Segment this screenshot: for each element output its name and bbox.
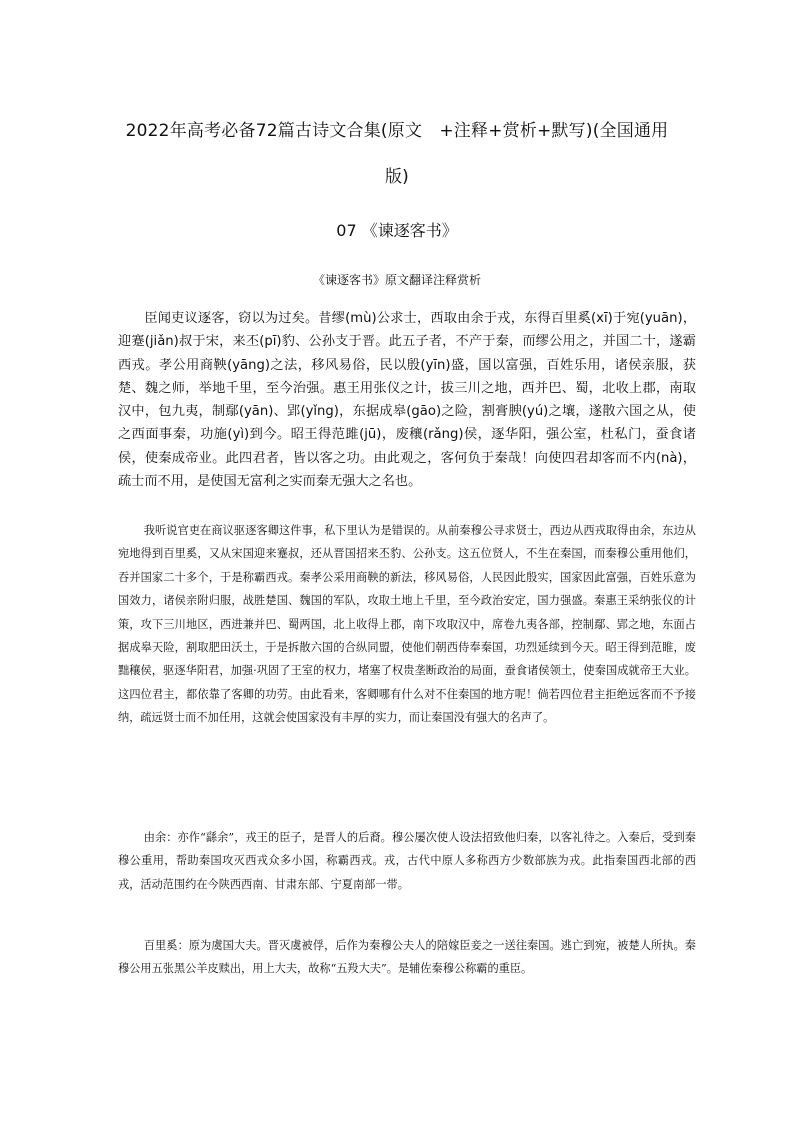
note-bailixi: 百里奚：原为虞国大夫。晋灭虞被俘，后作为秦穆公夫人的陪嫁臣妾之一送往秦国。逃亡到宛，被楚人所执。秦穆公用五张黑公羊皮赎出，用上大夫，故称“五羖大夫”。是辅佐秦穆公称霸的重臣。 [118,939,696,976]
note-youyu: 由余：亦作“繇余”，戎王的臣子，是晋人的后裔。穆公屡次使人设法招致他归秦，以客礼待之。入秦后，受到秦穆公重用，帮助秦国攻灭西戎众多小国，称霸西戎。戎，古代中原人多称西方少数部族为戎。此指秦国西北部的西戎，活动范围约在今陕西西南、甘肃东部、宁夏南部一带。 [118,831,696,891]
document-title: 2022年高考必备72篇古诗文合集(原文 +注释+赏析+默写)(全国通用 [125,121,669,141]
translation-paragraph: 我听说官吏在商议驱逐客卿这件事，私下里认为是错误的。从前秦穆公寻求贤士，西边从西戎取得由余，东边从宛地得到百里奚，又从宋国迎来蹇叔，还从晋国招来丕豹、公孙支。这五位贤人，不生在秦国，而秦穆公重用他们，吞并国家二十多个，于是称霸西戎。秦孝公采用商鞅的新法，移风易俗，人民因此殷实，国家因此富强，百姓乐意为国效力，诸侯亲附归服，战胜楚国、魏国的军队，攻取土地上千里，至今政治安定，国力强盛。秦惠王采纳张仪的计策，攻下三川地区，西进兼并巴、蜀两国，北上收得上郡，南下攻取汉中，席卷九夷各部，控制鄢、郢之地，东面占据成皋天险，割取肥田沃土，于是拆散六国的合纵同盟，使他们朝西侍奉秦国，功烈延续到今天。昭王得到范睢，废黜穰侯，驱逐华阳君，加强·巩固了王室的权力，堵塞了权贵垄断政治的局面，蚕食诸侯领土，使秦国成就帝王大业。这四位君主，都依靠了客卿的功劳。由此看来，客卿哪有什么对不住秦国的地方呢！倘若四位君主拒绝远客而不予接纳，疏远贤士而不加任用，这就会使国家没有丰厚的实力，而让秦国没有强大的名声了。 [118,524,696,725]
document-title-continued: 版) [384,167,410,187]
original-text-paragraph: 臣闻吏议逐客，窃以为过矣。昔缪(mù)公求士，西取由余于戎，东得百里奚(xī)于宛(yuān)，迎蹇(jiǎn)叔于宋，来丕(pī)豹、公孙支于晋。此五子者，不产于秦，而缪公用之，并国二十，遂霸西戎。孝公用商鞅(yāng)之法，移风易俗，民以殷(yīn)盛，国以富强，百姓乐用，诸侯亲服，获楚、魏之师，举地千里，至今治强。惠王用张仪之计，拔三川之地，西并巴、蜀，北收上郡，南取汉中，包九夷，制鄢(yān)、郢(yǐng)，东据成皋(gāo)之险，割膏腴(yú)之壤，遂散六国之从，使之西面事秦，功施(yì)到今。昭王得范雎(jū)，废穰(rǎng)侯，逐华阳，强公室，杜私门，蚕食诸侯，使秦成帝业。此四君者，皆以客之功。由此观之，客何负于秦哉！向使四君却客而不内(nà)，疏士而不用，是使国无富利之实而秦无强大之名也。 [118,311,697,490]
section-heading: 《谏逐客书》原文翻译注释赏析 [312,273,481,287]
section-title: 07 《谏逐客书》 [336,221,458,240]
